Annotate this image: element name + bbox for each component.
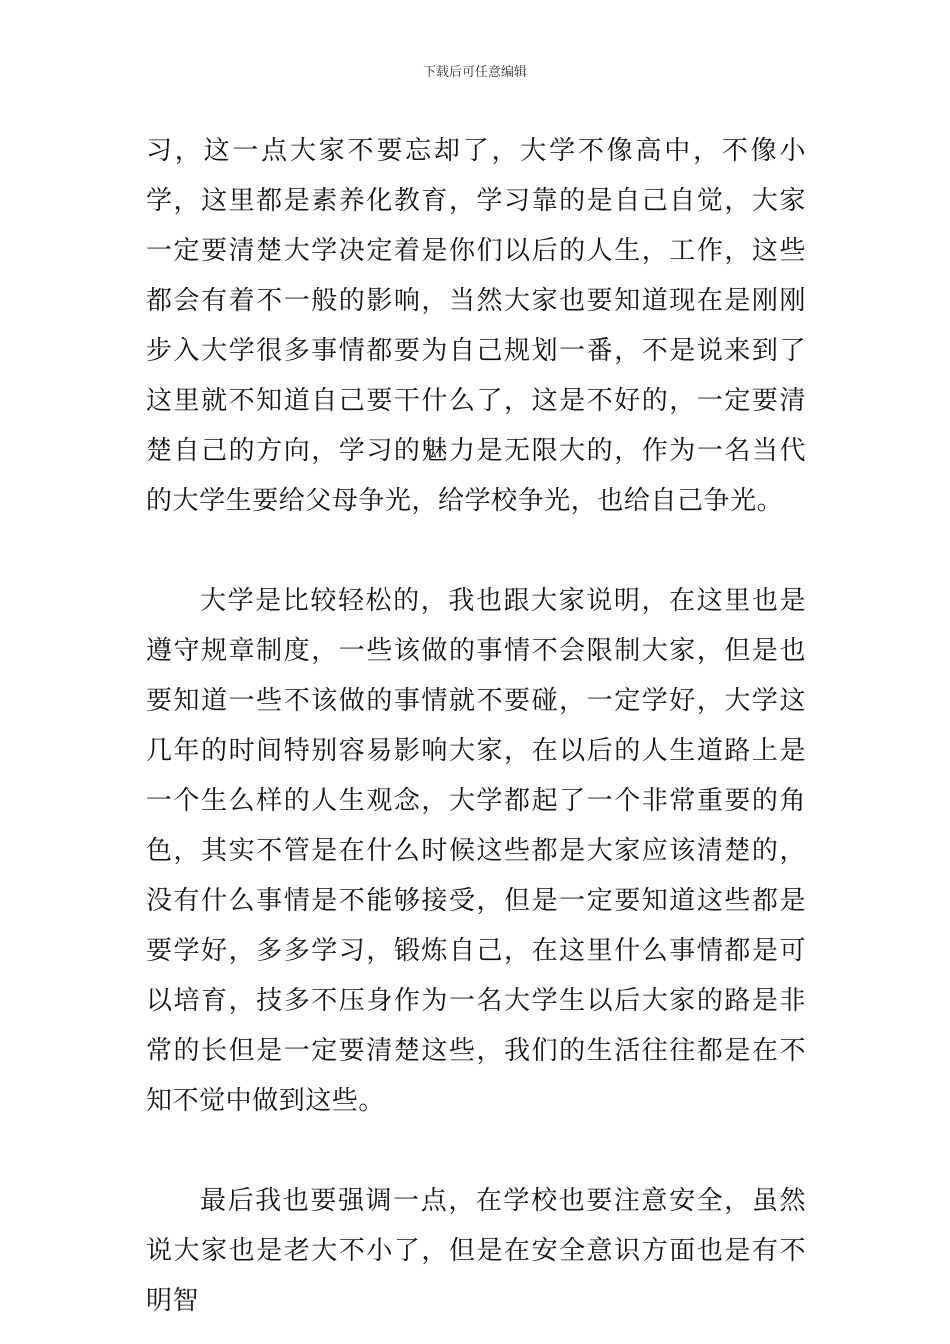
paragraph-3: 最后我也要强调一点，在学校也要注意安全，虽然说大家也是老大不小了，但是在安全意识方面也是有不明智 — [146, 1186, 806, 1316]
paragraph-1: 习，这一点大家不要忘却了，大学不像高中，不像小学，这里都是素养化教育，学习靠的是自己自觉，大家一定要清楚大学决定着是你们以后的人生，工作，这些都会有着不一般的影响，当然大家也要知道现在是刚刚步入大学很多事情都要为自己规划一番，不是说来到了这里就不知道自己要干什么了，这是不好的，一定要清楚自己的方向，学习的魅力是无限大的，作为一名当代的大学生要给父母争光，给学校争光，也给自己争光。 — [146, 136, 806, 516]
paragraph-2: 大学是比较轻松的，我也跟大家说明，在这里也是遵守规章制度，一些该做的事情不会限制大家，但是也要知道一些不该做的事情就不要碰，一定学好，大学这几年的时间特别容易影响大家，在以后的人生道路上是一个生么样的人生观念，大学都起了一个非常重要的角色，其实不管是在什么时候这些都是大家应该清楚的，没有什么事情是不能够接受，但是一定要知道这些都是要学好，多多学习，锻炼自己，在这里什么事情都是可以培育，技多不压身作为一名大学生以后大家的路是非常的长但是一定要清楚这些，我们的生活往往都是在不知不觉中做到这些。 — [146, 586, 806, 1116]
page-header: 下载后可任意编辑 — [422, 65, 527, 80]
paragraph-spacer — [146, 1126, 806, 1176]
paragraph-spacer — [146, 526, 806, 576]
document-body — [146, 126, 806, 1326]
